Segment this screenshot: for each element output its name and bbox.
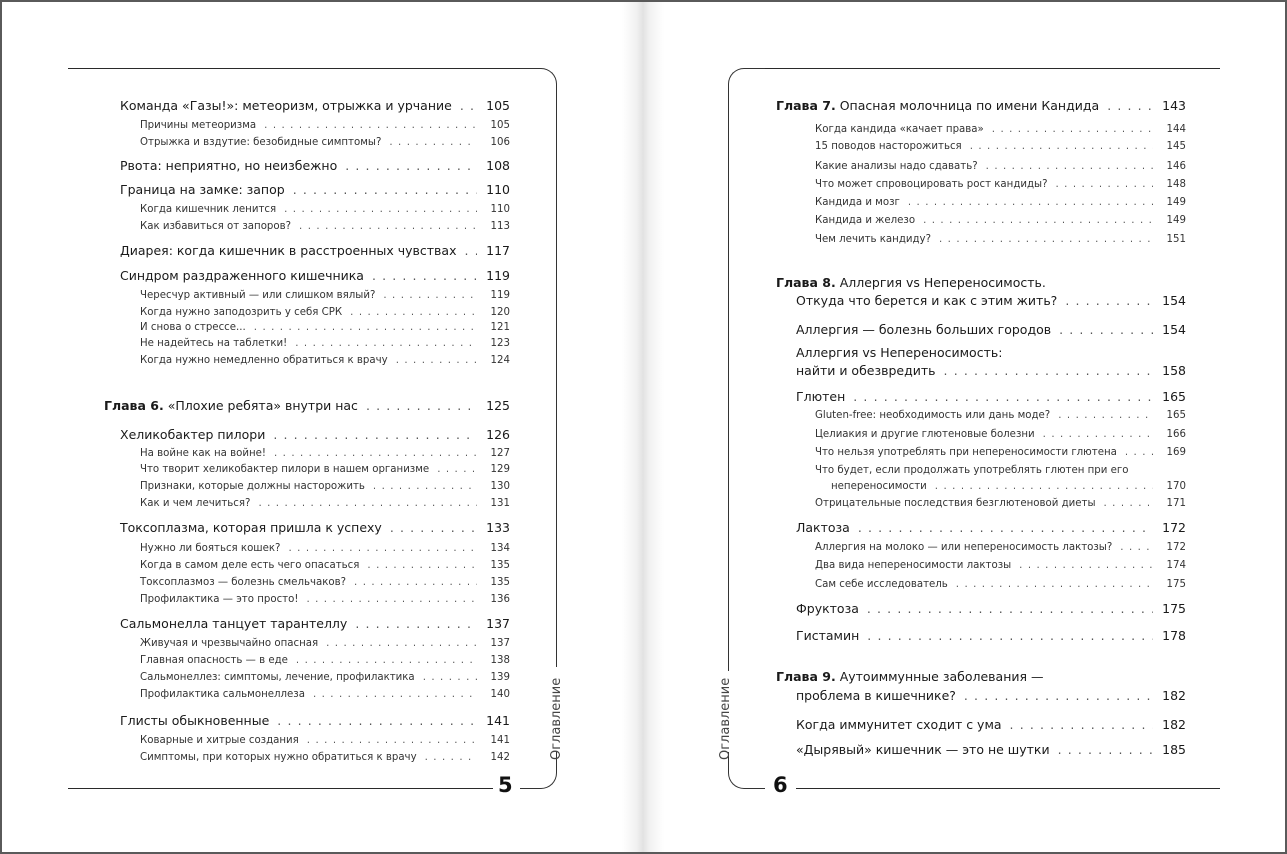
dot-leader — [1120, 542, 1153, 553]
dot-leader — [1010, 717, 1153, 732]
dot-leader — [939, 234, 1153, 245]
toc-entry-title: Когда нужно заподозрить у себя СРК — [140, 307, 343, 318]
dot-leader — [345, 158, 477, 173]
toc-subentry[interactable] — [815, 560, 1186, 571]
right-top-rule — [746, 68, 1220, 69]
chapter-title: Аллергия vs Непереносимость. — [839, 275, 1046, 290]
toc-entry-title — [104, 398, 358, 413]
chapter-number: Глава 9. — [776, 669, 836, 684]
toc-subentry[interactable] — [140, 137, 510, 148]
dot-leader — [288, 543, 477, 554]
toc-entry-page: 121 — [490, 322, 510, 333]
toc-subentry[interactable] — [815, 542, 1186, 553]
dot-leader — [273, 427, 477, 442]
toc-subentry[interactable] — [140, 638, 510, 649]
toc-entry-title: Не надейтесь на таблетки! — [140, 338, 288, 349]
toc-subentry-line1: Что будет, если продолжать употреблять глютен при его — [815, 465, 1129, 476]
toc-subentry[interactable] — [140, 120, 510, 131]
toc-entry-page: 141 — [486, 713, 510, 728]
toc-entry-title: Когда кандида «качает права» — [815, 124, 984, 135]
toc-entry-title: Граница на замке: запор — [120, 182, 285, 197]
toc-subentry[interactable] — [815, 179, 1186, 190]
toc-subentry[interactable] — [815, 447, 1186, 458]
toc-entry-page: 105 — [490, 120, 510, 131]
dot-leader — [1059, 322, 1153, 337]
toc-entry-title: Хеликобактер пилори — [120, 427, 266, 442]
toc-entry-page: 137 — [486, 616, 510, 631]
toc-entry[interactable] — [120, 158, 510, 173]
toc-entry-page: 182 — [1162, 688, 1186, 703]
left-frame-side-upper — [556, 104, 557, 667]
toc-entry-page: 146 — [1166, 161, 1186, 172]
toc-entry-title: Чересчур активный — или слишком вялый? — [140, 290, 376, 301]
dot-leader — [326, 638, 477, 649]
toc-entry-page: 172 — [1162, 520, 1186, 535]
toc-entry-page: 158 — [1162, 363, 1186, 378]
toc-subentry[interactable] — [140, 322, 510, 333]
toc-entry-page: 149 — [1166, 215, 1186, 226]
toc-entry[interactable] — [120, 616, 510, 631]
dot-leader — [366, 398, 477, 413]
dot-leader — [274, 448, 477, 459]
toc-chapter[interactable] — [776, 98, 1186, 113]
dot-leader — [1104, 498, 1154, 509]
toc-entry-title: Профилактика — это просто! — [140, 594, 299, 605]
toc-entry-page: 117 — [486, 243, 510, 258]
dot-leader — [853, 389, 1153, 404]
toc-entry[interactable] — [796, 601, 1186, 616]
dot-leader — [355, 616, 477, 631]
toc-entry-title: Какие анализы надо сдавать? — [815, 161, 978, 172]
toc-subentry[interactable] — [140, 448, 510, 459]
dot-leader — [867, 628, 1153, 643]
toc-subentry[interactable] — [140, 290, 510, 301]
right-frame-side-upper — [728, 104, 729, 671]
toc-entry-page: 119 — [490, 290, 510, 301]
toc-entry-title: Гистамин — [796, 628, 860, 643]
toc-entry-title: Целиакия и другие глютеновые болезни — [815, 429, 1035, 440]
dot-leader — [277, 713, 477, 728]
toc-entry-page: 145 — [1166, 141, 1186, 152]
toc-entry-page: 113 — [490, 221, 510, 232]
toc-subentry[interactable] — [140, 338, 510, 349]
chapter-title: Опасная молочница по имени Кандида — [839, 98, 1100, 113]
toc-entry[interactable] — [796, 742, 1186, 757]
dot-leader — [425, 752, 477, 763]
chapter-title: Аутоиммунные заболевания — — [839, 669, 1044, 684]
toc-chapter-line1 — [776, 275, 1046, 290]
toc-entry-title: Откуда что берется и как с этим жить? — [796, 293, 1058, 308]
toc-subentry[interactable] — [140, 672, 510, 683]
dot-leader — [258, 498, 477, 509]
toc-entry-title: Профилактика сальмонеллеза — [140, 689, 305, 700]
toc-entry-title: Токсоплазмоз — болезнь смельчаков? — [140, 577, 347, 588]
toc-entry-title: Нужно ли бояться кошек? — [140, 543, 281, 554]
toc-entry-page: 149 — [1166, 197, 1186, 208]
toc-entry[interactable] — [120, 427, 510, 442]
toc-entry-title: Аллергия — болезнь больших городов — [796, 322, 1052, 337]
dot-leader — [373, 481, 477, 492]
toc-entry-page: 125 — [486, 398, 510, 413]
toc-entry-page: 138 — [490, 655, 510, 666]
toc-entry-page: 129 — [490, 464, 510, 475]
dot-leader — [437, 464, 477, 475]
toc-entry-title: Симптомы, при которых нужно обратиться к врачу — [140, 752, 417, 763]
toc-entry[interactable] — [120, 268, 510, 283]
toc-entry-title: Сальмонелла танцует тарантеллу — [120, 616, 348, 631]
toc-subentry[interactable] — [140, 594, 510, 605]
left-frame-corner-top — [520, 68, 557, 105]
toc-entry[interactable] — [796, 628, 1186, 643]
toc-entry[interactable] — [120, 98, 510, 113]
toc-entry[interactable] — [796, 322, 1186, 337]
toc-entry-title: Рвота: неприятно, но неизбежно — [120, 158, 338, 173]
toc-entry-title: непереносимости — [831, 481, 927, 492]
toc-subentry[interactable] — [140, 560, 510, 571]
toc-entry-title: Отрыжка и вздутие: безобидные симптомы? — [140, 137, 382, 148]
toc-entry-title: Что творит хеликобактер пилори в нашем организме — [140, 464, 430, 475]
dot-leader — [992, 124, 1153, 135]
chapter-number: Глава 7. — [776, 98, 836, 113]
toc-entry-title: Команда «Газы!»: метеоризм, отрыжка и урчание — [120, 98, 452, 113]
toc-entry-title: Сам себе исследователь — [815, 579, 948, 590]
toc-entry[interactable] — [796, 389, 1186, 404]
toc-entry-page: 154 — [1162, 322, 1186, 337]
toc-entry-page: 124 — [490, 355, 510, 366]
toc-subentry[interactable] — [815, 498, 1186, 509]
dot-leader — [944, 363, 1153, 378]
toc-entry-title: «Дырявый» кишечник — это не шутки — [796, 742, 1050, 757]
toc-entry-title: Живучая и чрезвычайно опасная — [140, 638, 319, 649]
toc-subentry[interactable] — [140, 543, 510, 554]
dot-leader — [389, 137, 477, 148]
toc-subentry[interactable] — [140, 204, 510, 215]
toc-entry-title: Gluten-free: необходимость или дань моде? — [815, 410, 1051, 421]
dot-leader — [908, 197, 1153, 208]
dot-leader — [1058, 742, 1153, 757]
toc-subentry[interactable] — [815, 215, 1186, 226]
dot-leader — [306, 594, 477, 605]
dot-leader — [383, 290, 477, 301]
dot-leader — [396, 355, 477, 366]
toc-subentry[interactable] — [815, 141, 1186, 152]
toc-entry-title: Причины метеоризма — [140, 120, 257, 131]
toc-entry-title: Главная опасность — в еде — [140, 655, 288, 666]
book-gutter — [622, 2, 664, 852]
dot-leader — [858, 520, 1153, 535]
toc-entry-page: 136 — [490, 594, 510, 605]
dot-leader — [367, 560, 477, 571]
toc-entry-title: Два вида непереносимости лактозы — [815, 560, 1012, 571]
dot-leader — [254, 322, 477, 333]
toc-subentry[interactable] — [140, 577, 510, 588]
toc-entry-page: 169 — [1166, 447, 1186, 458]
dot-leader — [313, 689, 477, 700]
right-side-label: Оглавление — [718, 677, 733, 760]
toc-entry-title: Кандида и железо — [815, 215, 916, 226]
dot-leader — [1056, 179, 1154, 190]
toc-entry-title: Что нельзя употреблять при непереносимости глютена — [815, 447, 1117, 458]
toc-subentry[interactable] — [815, 429, 1186, 440]
toc-entry-title: Синдром раздраженного кишечника — [120, 268, 364, 283]
toc-chapter[interactable] — [796, 688, 1186, 703]
toc-entry-title: Аллергия на молоко — или непереносимость лактозы? — [815, 542, 1113, 553]
toc-entry-title: Чем лечить кандиду? — [815, 234, 931, 245]
dot-leader — [956, 579, 1153, 590]
toc-entry-title: проблема в кишечнике? — [796, 688, 956, 703]
dot-leader — [284, 204, 477, 215]
toc-chapter[interactable] — [104, 398, 510, 413]
toc-entry-page: 144 — [1166, 124, 1186, 135]
toc-entry-page: 140 — [490, 689, 510, 700]
toc-entry-page: 119 — [486, 268, 510, 283]
toc-subentry[interactable] — [815, 197, 1186, 208]
toc-entry[interactable] — [120, 713, 510, 728]
toc-entry-title: Глисты обыкновенные — [120, 713, 270, 728]
dot-leader — [1065, 293, 1153, 308]
toc-entry-title — [776, 98, 1099, 113]
toc-entry[interactable] — [796, 717, 1186, 732]
toc-entry-title: Сальмонеллез: симптомы, лечение, профилактика — [140, 672, 415, 683]
toc-entry-page: 151 — [1166, 234, 1186, 245]
toc-subentry[interactable] — [140, 481, 510, 492]
dot-leader — [423, 672, 477, 683]
toc-entry-page: 172 — [1166, 542, 1186, 553]
dot-leader — [307, 735, 477, 746]
toc-entry[interactable] — [796, 363, 1186, 378]
dot-leader — [986, 161, 1153, 172]
toc-entry-title: На войне как на войне! — [140, 448, 266, 459]
toc-entry-page: 106 — [490, 137, 510, 148]
toc-subentry[interactable] — [140, 355, 510, 366]
toc-entry-page: 133 — [486, 520, 510, 535]
toc-entry-page: 110 — [490, 204, 510, 215]
toc-subentry[interactable] — [140, 464, 510, 475]
dot-leader — [293, 182, 477, 197]
toc-subentry[interactable] — [831, 481, 1186, 492]
toc-entry-page: 148 — [1166, 179, 1186, 190]
toc-entry-page: 175 — [1162, 601, 1186, 616]
toc-subentry[interactable] — [815, 410, 1186, 421]
dot-leader — [1125, 447, 1153, 458]
toc-entry-title: Токсоплазма, которая пришла к успеху — [120, 520, 382, 535]
chapter-number: Глава 8. — [776, 275, 836, 290]
right-frame-corner-bottom — [728, 752, 765, 789]
dot-leader — [354, 577, 477, 588]
toc-entry-page: 165 — [1166, 410, 1186, 421]
toc-entry-page: 143 — [1162, 98, 1186, 113]
toc-entry-title: Как избавиться от запоров? — [140, 221, 292, 232]
toc-subentry[interactable] — [815, 124, 1186, 135]
toc-entry-page: 178 — [1162, 628, 1186, 643]
toc-entry[interactable] — [120, 182, 510, 197]
left-bottom-rule — [68, 788, 493, 789]
toc-entry[interactable] — [796, 520, 1186, 535]
toc-entry-title: 15 поводов насторожиться — [815, 141, 962, 152]
right-bottom-rule — [796, 788, 1220, 789]
toc-entry-page: 123 — [490, 338, 510, 349]
dot-leader — [372, 268, 477, 283]
toc-entry[interactable] — [120, 520, 510, 535]
dot-leader — [296, 655, 477, 666]
toc-chapter-line1 — [776, 669, 1043, 684]
toc-entry-title: найти и обезвредить — [796, 363, 936, 378]
toc-subentry[interactable] — [140, 498, 510, 509]
toc-entry-title: Лактоза — [796, 520, 850, 535]
toc-entry-title: Диарея: когда кишечник в расстроенных чувствах — [120, 243, 457, 258]
toc-subentry[interactable] — [140, 307, 510, 318]
toc-entry-title: Когда в самом деле есть чего опасаться — [140, 560, 360, 571]
dot-leader — [295, 338, 477, 349]
dot-leader — [390, 520, 477, 535]
dot-leader — [935, 481, 1153, 492]
toc-entry-page: 135 — [490, 560, 510, 571]
toc-subentry[interactable] — [140, 655, 510, 666]
toc-entry[interactable] — [120, 243, 510, 258]
left-page-number: 5 — [498, 773, 513, 797]
toc-entry-title: Коварные и хитрые создания — [140, 735, 299, 746]
toc-entry-title: Отрицательные последствия безглютеновой диеты — [815, 498, 1096, 509]
dot-leader — [1058, 410, 1153, 421]
toc-entry-page: 126 — [486, 427, 510, 442]
dot-leader — [867, 601, 1153, 616]
toc-entry-title: Как и чем лечиться? — [140, 498, 251, 509]
dot-leader — [264, 120, 477, 131]
toc-entry-title: Глютен — [796, 389, 846, 404]
toc-subentry[interactable] — [140, 689, 510, 700]
left-top-rule — [68, 68, 540, 69]
toc-entry-page: 141 — [490, 735, 510, 746]
toc-entry-title: Когда иммунитет сходит с ума — [796, 717, 1002, 732]
toc-entry-page: 135 — [490, 577, 510, 588]
toc-entry-title: Кандида и мозг — [815, 197, 900, 208]
dot-leader — [350, 307, 477, 318]
toc-entry-page: 171 — [1166, 498, 1186, 509]
toc-entry-page: 170 — [1166, 481, 1186, 492]
dot-leader — [460, 98, 477, 113]
toc-entry-page: 127 — [490, 448, 510, 459]
toc-entry-page: 108 — [486, 158, 510, 173]
chapter-number: Глава 6. — [104, 398, 164, 413]
toc-entry-page: 139 — [490, 672, 510, 683]
chapter-title: «Плохие ребята» внутри нас — [167, 398, 358, 413]
dot-leader — [1019, 560, 1153, 571]
dot-leader — [970, 141, 1153, 152]
right-page-number: 6 — [773, 773, 788, 797]
toc-entry-page: 110 — [486, 182, 510, 197]
toc-entry-page: 137 — [490, 638, 510, 649]
toc-subentry[interactable] — [815, 234, 1186, 245]
toc-subentry[interactable] — [140, 221, 510, 232]
toc-entry-title: Фруктоза — [796, 601, 859, 616]
toc-entry-page: 174 — [1166, 560, 1186, 571]
toc-entry-line1: Аллергия vs Непереносимость: — [796, 345, 1003, 360]
toc-subentry[interactable] — [815, 161, 1186, 172]
dot-leader — [1043, 429, 1153, 440]
toc-subentry[interactable] — [140, 735, 510, 746]
left-side-label: Оглавление — [549, 677, 564, 760]
toc-entry-page: 105 — [486, 98, 510, 113]
toc-subentry[interactable] — [815, 579, 1186, 590]
toc-entry-page: 120 — [490, 307, 510, 318]
toc-entry-page: 185 — [1162, 742, 1186, 757]
toc-entry-title: Что может спровоцировать рост кандиды? — [815, 179, 1048, 190]
toc-entry-title: Признаки, которые должны насторожить — [140, 481, 365, 492]
toc-entry-page: 130 — [490, 481, 510, 492]
toc-entry-page: 175 — [1166, 579, 1186, 590]
toc-entry-page: 165 — [1162, 389, 1186, 404]
toc-entry-page: 134 — [490, 543, 510, 554]
toc-entry-page: 142 — [490, 752, 510, 763]
toc-subentry[interactable] — [140, 752, 510, 763]
dot-leader — [299, 221, 477, 232]
toc-chapter[interactable] — [796, 293, 1186, 308]
dot-leader — [464, 243, 477, 258]
toc-entry-title: Когда кишечник ленится — [140, 204, 277, 215]
toc-entry-page: 166 — [1166, 429, 1186, 440]
toc-entry-page: 131 — [490, 498, 510, 509]
toc-entry-title: И снова о стрессе... — [140, 322, 246, 333]
toc-entry-title: Когда нужно немедленно обратиться к врачу — [140, 355, 388, 366]
toc-entry-page: 182 — [1162, 717, 1186, 732]
toc-entry-page: 154 — [1162, 293, 1186, 308]
right-frame-corner-top — [728, 68, 765, 105]
dot-leader — [923, 215, 1153, 226]
dot-leader — [964, 688, 1153, 703]
dot-leader — [1107, 98, 1153, 113]
